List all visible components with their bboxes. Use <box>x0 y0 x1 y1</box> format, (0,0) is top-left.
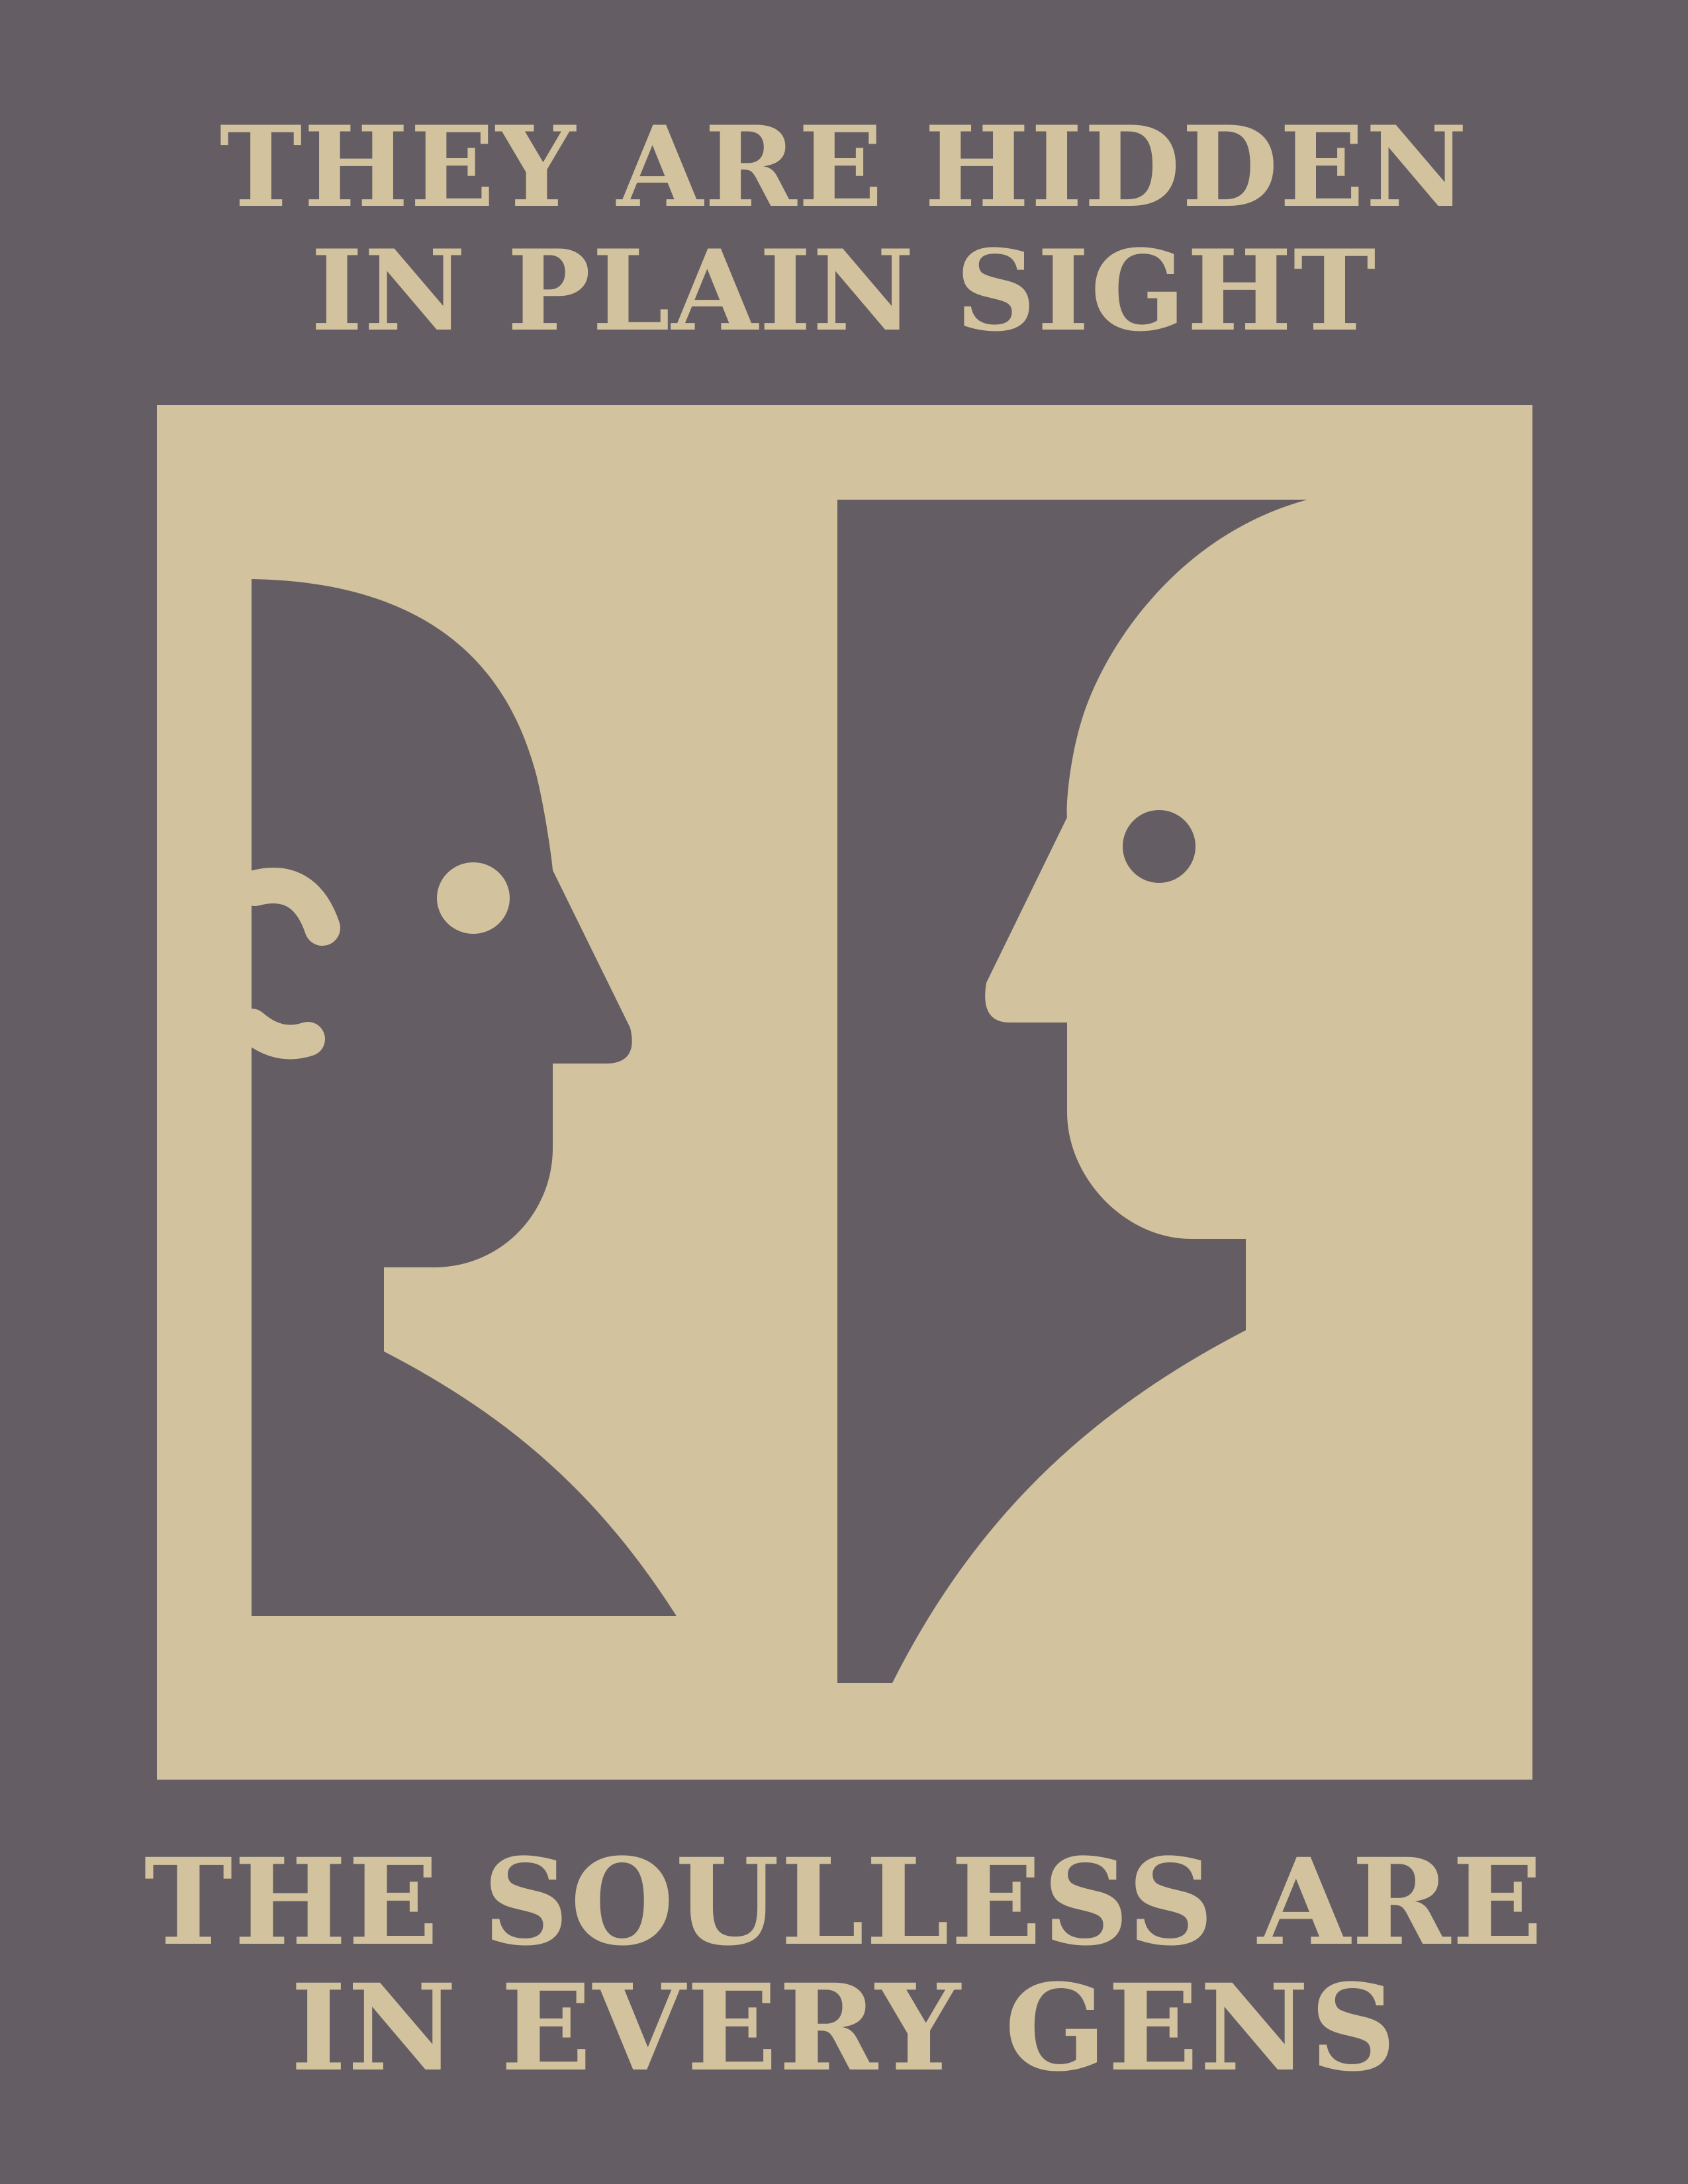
headline-top-line-1: THEY ARE HIDDEN <box>219 101 1469 232</box>
headline-bottom-line-2: IN EVERY GENS <box>290 1958 1398 2098</box>
headline-top-line-2: IN PLAIN SIGHT <box>310 225 1378 356</box>
right-face-eye <box>1123 810 1196 883</box>
cheek-mark <box>252 1026 308 1042</box>
left-face-eye <box>437 862 510 934</box>
headline-bottom-line-1: THE SOULLESS ARE <box>144 1833 1544 1972</box>
